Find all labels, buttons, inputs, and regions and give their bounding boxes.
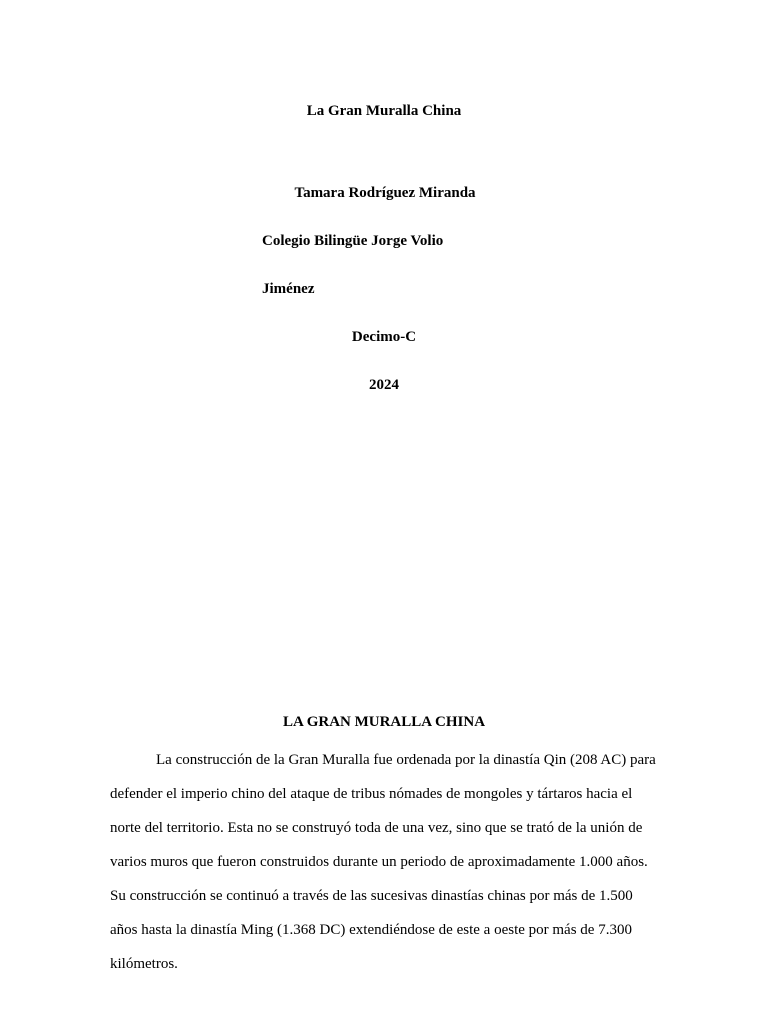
article-paragraph: La construcción de la Gran Muralla fue ordenada por la dinastía Qin (208 AC) para defender el imperio chino del ataque de tribus nómades de mongoles y tártaros hacia el norte del territorio. Esta no se construyó toda de una vez, sino que se trató de la unión de varios muros que fueron construidos durante un periodo de aproximadamente 1.000 años. Su construcción se continuó a través de las sucesivas dinastías chinas por más de 1.500 años hasta la dinastía Ming (1.368 DC) extendiéndose de este a oeste por más de 7.300 kilómetros.: [110, 752, 656, 972]
cover-title: La Gran Muralla China: [306, 103, 462, 119]
school-name-line1: Colegio Bilingüe Jorge Volio: [262, 233, 444, 249]
class-group: Decimo-C: [351, 329, 417, 345]
school-name-line2: Jiménez: [262, 281, 315, 297]
author-name: Tamara Rodríguez Miranda: [294, 185, 476, 201]
article-heading: LA GRAN MURALLA CHINA: [282, 714, 486, 730]
cover-year: 2024: [369, 377, 399, 393]
